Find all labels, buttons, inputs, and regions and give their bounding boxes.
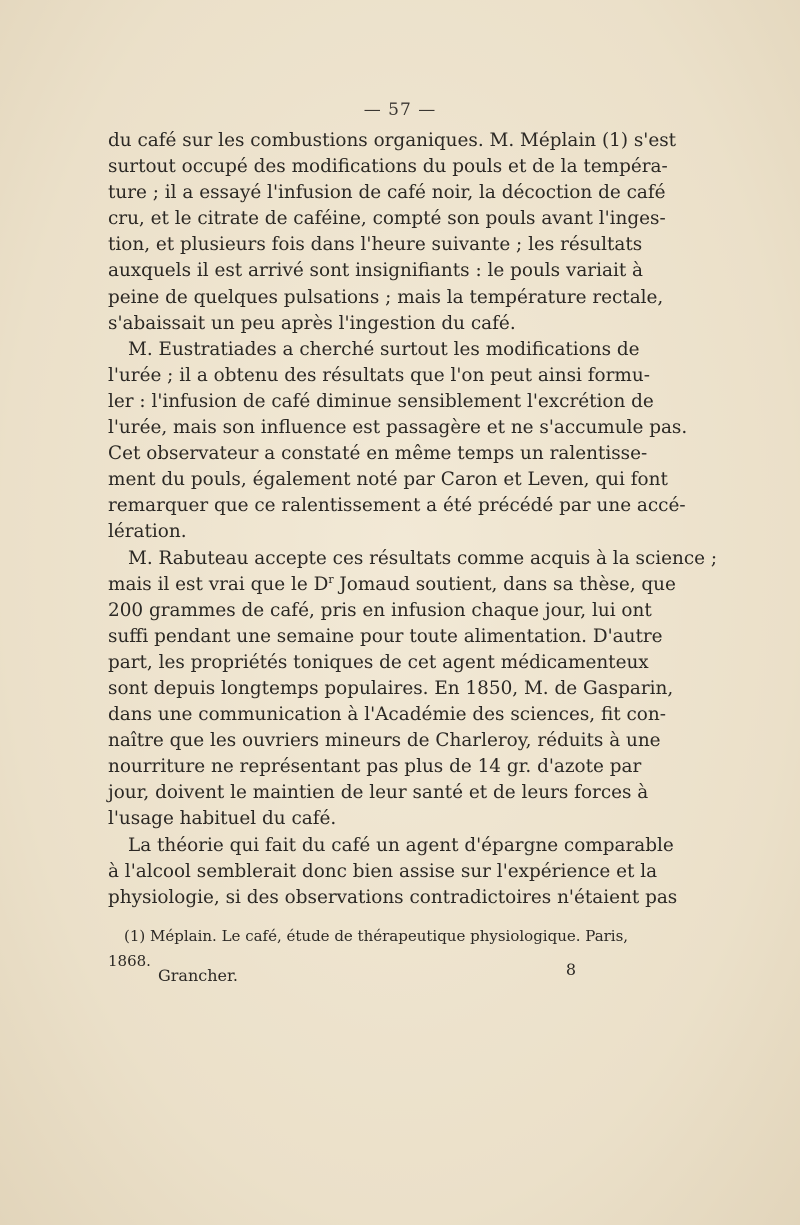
page-number: — 57 — [363,100,437,120]
footnote-line: 1868. [108,952,151,970]
text-line: du café sur les combustions organiques. M. Méplain (1) s'est [108,130,677,151]
text-line: sont depuis longtemps populaires. En 1850, M. de Gasparin, [108,677,674,699]
text-line: l'urée, mais son influence est passagère et ne s'accumule pas. [108,417,688,439]
text-line: part, les propriétés toniques de cet agent médicamenteux [108,651,649,673]
text-line: La théorie qui fait du café un agent d'épargne comparable [128,834,674,856]
text-line: jour, doivent le maintien de leur santé et de leurs forces à [108,782,649,804]
text-line: nourriture ne représentant pas plus de 14 gr. d'azote par [108,756,642,778]
text-line: physiologie, si des observations contradictoires n'étaient pas [108,886,678,908]
text-line: suffi pendant une semaine pour toute alimentation. D'autre [108,625,663,647]
body-text [108,128,718,911]
text-line: l'usage habituel du café. [108,808,337,830]
text-line: remarquer que ce ralentissement a été précédé par une accé- [108,495,686,517]
text-line: cru, et le citrate de caféine, compté son pouls avant l'inges- [108,208,666,230]
text-line-with-superscript [108,572,676,598]
text-fragment: mais il est vrai que le D [108,573,329,595]
text-fragment: Jomaud soutient, dans sa thèse, que [333,573,676,595]
text-line: dans une communication à l'Académie des sciences, fit con- [108,704,666,726]
text-line: M. Eustratiades a cherché surtout les modifications de [128,338,640,360]
text-line: à l'alcool semblerait donc bien assise sur l'expérience et la [108,860,658,882]
text-line: lération. [108,521,187,543]
printer-signature [158,962,624,990]
footnote-line: (1) Méplain. Le café, étude de thérapeutique physiologique. Paris, [124,927,629,945]
text-line: ture ; il a essayé l'infusion de café noir, la décoction de café [108,182,666,204]
text-line: s'abaissait un peu après l'ingestion du café. [108,312,516,334]
signature-author: Grancher. [158,966,238,985]
text-line: M. Rabuteau accepte ces résultats comme acquis à la science ; [128,547,718,569]
text-line: Cet observateur a constaté en même temps un ralentisse- [108,443,648,465]
superscript: r [328,572,334,586]
text-line: l'urée ; il a obtenu des résultats que l'on peut ainsi formu- [108,364,650,386]
text-line: surtout occupé des modifications du pouls et de la tempéra- [108,156,668,178]
text-line: peine de quelques pulsations ; mais la température rectale, [108,286,664,308]
text-line: naître que les ouvriers mineurs de Charleroy, réduits à une [108,730,661,752]
text-line: 200 grammes de café, pris en infusion chaque jour, lui ont [108,599,652,621]
text-line: tion, et plusieurs fois dans l'heure suivante ; les résultats [108,234,643,256]
text-line: ler : l'infusion de café diminue sensiblement l'excrétion de [108,390,654,412]
text-line: auxquels il est arrivé sont insignifiants : le pouls variait à [108,260,644,282]
text-line: ment du pouls, également noté par Caron et Leven, qui font [108,469,668,491]
signature-sheet-number: 8 [565,960,576,979]
